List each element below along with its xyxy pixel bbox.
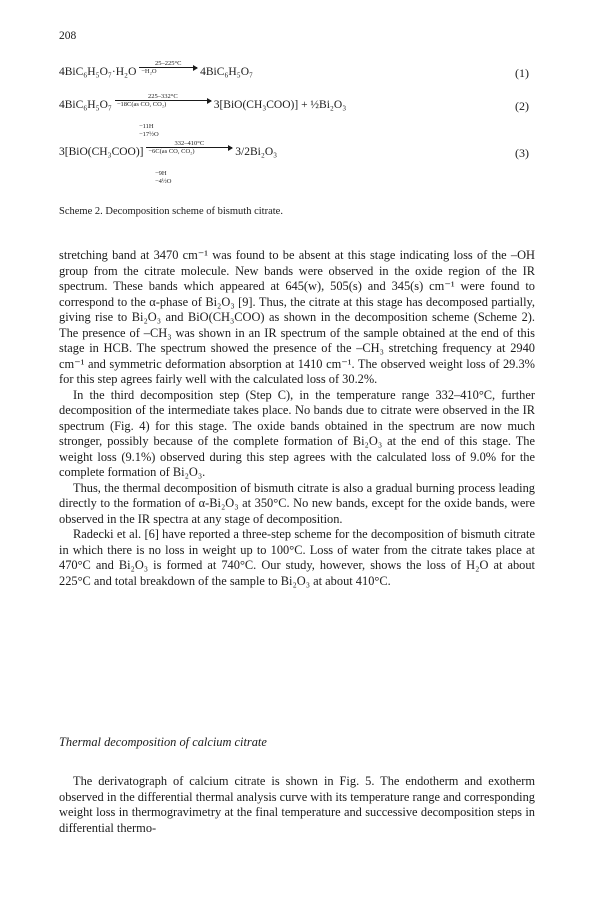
reaction-arrow	[146, 140, 232, 155]
equation-2	[59, 95, 346, 111]
arrow-loss-note: −11H	[139, 123, 154, 130]
equation-1-lhs: 4BiC₆H₅O₇·H₂O	[59, 66, 137, 78]
paragraph: Radecki et al. [6] have reported a three-step scheme for the decomposition of bismuth citrate in which there is no loss in weight up to 100°C. Loss of water from the citrate takes place at 470°C and Bi₂O₃ is formed at 740°C. Our study, however, shows the loss of H₂O at about 225°C and total breakdown of the sample to Bi₂O₃ at about 410°C.	[59, 527, 535, 588]
paragraph: Thus, the thermal decomposition of bismuth citrate is also a gradual burning process leading directly to the formation of α-Bi₂O₃ at 350°C. No new bands, except for the oxide bands, were observed in the IR spectra at any stage of decomposition.	[59, 480, 535, 526]
arrow-loss: −6C(as CO, CO₂)	[148, 148, 195, 155]
equation-3	[59, 142, 277, 158]
section-heading: Thermal decomposition of calcium citrate	[59, 735, 267, 749]
equation-number: (1)	[515, 66, 529, 80]
equation-number: (2)	[515, 99, 529, 113]
arrow-condition: 25–225°C	[155, 60, 182, 67]
equation-2-lhs: 4BiC₆H₅O₇	[59, 99, 112, 111]
reaction-arrow	[139, 60, 197, 75]
scheme-caption: Scheme 2. Decomposition scheme of bismuth citrate.	[59, 206, 283, 217]
arrow-loss-note: −9H	[155, 170, 167, 177]
equation-3-lhs: 3[BiO(CH₃COO)]	[59, 146, 144, 158]
paragraph: stretching band at 3470 cm⁻¹ was found to be absent at this stage indicating loss of the –OH group from the citrate molecule. New bands were observed in the oxide region of the IR spectrum. These bands which appeared at 645(w), 505(s) and 345(s) cm⁻¹ were found to correspond to the α-phase of Bi₂O₃ [9]. Thus, the citrate at this stage has decomposed partially, giving rise to Bi₂O₃ and BiO(CH₃COO) as shown in the decomposition scheme (Scheme 2). The presence of –CH₃ was shown in an IR spectrum of the sample obtained at the end of this stage in HCB. The spectrum showed the presence of the –CH₃ stretching frequency at 2940 cm⁻¹ and symmetric deformation absorption at 1410 cm⁻¹. The observed weight loss of 29.3% for this step agrees fairly well with the calculated loss of 30.2%.	[59, 248, 535, 386]
paragraph: In the third decomposition step (Step C), in the temperature range 332–410°C, further decomposition of the intermediate takes place. No bands due to citrate were observed in the IR spectrum (Fig. 4) for this stage. The oxide bands obtained in the spectrum are now much stronger, possibly because of the complete formation of Bi₂O₃ at the end of this stage. The weight loss (9.1%) observed during this step agrees with the calculated loss of 9.0% for the complete formation of Bi₂O₃.	[59, 387, 535, 479]
page-number: 208	[59, 30, 77, 42]
arrow-loss-note: −17½O	[139, 131, 159, 138]
arrow-condition: 225–332°C	[147, 93, 178, 100]
arrow-loss: −18C(as CO, CO₂)	[116, 101, 167, 108]
body-text	[59, 774, 535, 836]
paragraph: The derivatograph of calcium citrate is shown in Fig. 5. The endotherm and exotherm observed in the differential thermal analysis curve with its temperature range and corresponding weight loss in thermogravimetry at the final temperature and successive decomposition steps in differential thermo-	[59, 774, 535, 835]
equation-1	[59, 62, 253, 78]
body-text	[59, 248, 535, 589]
arrow-condition: 332–410°C	[174, 140, 205, 147]
arrow-loss: −H₂O	[141, 68, 157, 75]
equation-1-rhs: 4BiC₆H₅O₇	[200, 66, 254, 78]
equation-number: (3)	[515, 146, 529, 160]
equation-2-rhs: 3[BiO(CH₃COO)] + ½Bi₂O₃	[213, 99, 347, 111]
equation-3-rhs: 3/2Bi₂O₃	[235, 146, 278, 158]
arrow-loss-note: −4½O	[155, 178, 172, 185]
reaction-arrow	[115, 93, 211, 108]
